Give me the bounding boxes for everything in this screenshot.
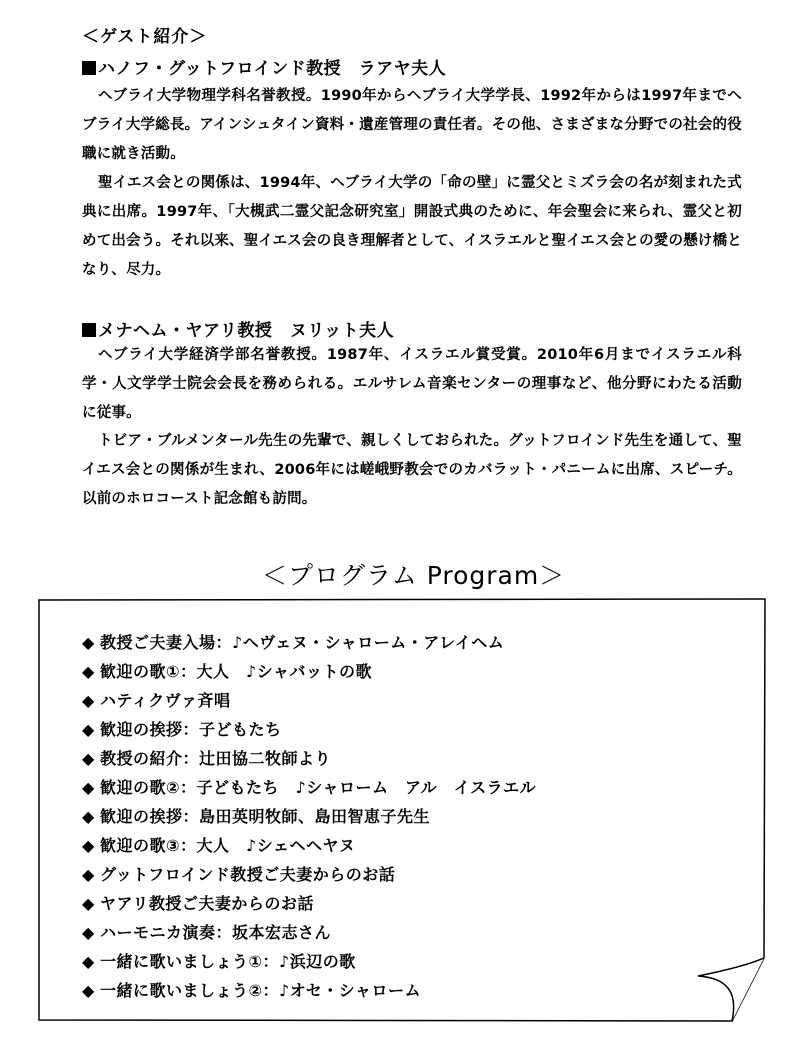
diamond-bullet-icon: ◆ — [82, 691, 95, 710]
guest-section-heading: ＜ゲスト紹介＞ — [82, 27, 208, 47]
program-item: ◆ 歓迎の歌①：大人 ♪シャバットの歌 — [82, 657, 722, 686]
guest1-relation: 聖イエス会との関係は、1994年、ヘブライ大学の「命の壁」に霊父とミズラ会の名が刻まれた式典に出席。1997年、「大槻武二霊父記念研究室」開設式典のために、年会聖会に来られ、霊父と初めて出会う。それ以来、聖イエス会の良き理解者として、イスラエルと聖イエス会との愛の懸け橋となり、尽力。 — [82, 175, 742, 278]
guest2-bio: ヘブライ大学経済学部名誉教授。1987年、イスラエル賞受賞。2010年6月までイスラエル科学・人文学学士院会会長を務められる。エルサレム音楽センターの理事など、他分野にわたる活動に従事。 — [82, 347, 742, 421]
program-item: ◆ 歓迎の挨拶：子どもたち — [82, 715, 722, 744]
program-item: ◆ 一緒に歌いましょう①：♪浜辺の歌 — [82, 947, 722, 976]
guest2-relation: トビア・ブルメンタール先生の先輩で、親しくしておられた。グットフロインド先生を通して、聖イエス会との関係が生まれ、2006年には嵯峨野教会でのカバラット・パニームに出席、スピーチ。以前のホロコースト記念館も訪問。 — [82, 433, 742, 507]
diamond-bullet-icon: ◆ — [82, 894, 95, 913]
program-item: ◆ 歓迎の挨拶：島田英明牧師、島田智恵子先生 — [82, 802, 722, 831]
diamond-bullet-icon: ◆ — [82, 720, 95, 739]
program-list — [82, 628, 722, 1005]
program-item: ◆ 教授の紹介：辻田協二牧師より — [82, 744, 722, 773]
diamond-bullet-icon: ◆ — [82, 662, 95, 681]
program-item: ◆ ハーモニカ演奏：坂本宏志さん — [82, 918, 722, 947]
program-item: ◆ 歓迎の歌③：大人 ♪シェヘヘヤヌ — [82, 831, 722, 860]
guest1-bio: ヘブライ大学物理学科名誉教授。1990年からヘブライ大学学長、1992年からは1997年までヘブライ大学総長。アインシュタイン資料・遺産管理の責任者。その他、さまざまな分野での社会的役職に就き活動。 — [82, 88, 742, 162]
guest2-name: メナヘム・ヤアリ教授 ヌリット夫人 — [98, 321, 395, 341]
diamond-bullet-icon: ◆ — [82, 778, 95, 797]
diamond-bullet-icon: ◆ — [82, 981, 95, 1000]
diamond-bullet-icon: ◆ — [82, 836, 95, 855]
diamond-bullet-icon: ◆ — [82, 807, 95, 826]
diamond-bullet-icon: ◆ — [82, 923, 95, 942]
diamond-bullet-icon: ◆ — [82, 749, 95, 768]
black-square-icon — [82, 61, 96, 75]
black-square-icon — [82, 323, 96, 337]
diamond-bullet-icon: ◆ — [82, 865, 95, 884]
diamond-bullet-icon: ◆ — [82, 952, 95, 971]
guest2-name-line — [82, 316, 394, 341]
guest1-name: ハノフ・グットフロインド教授 ラアヤ夫人 — [98, 59, 447, 79]
program-heading: ＜プログラム Program＞ — [262, 561, 566, 590]
program-item: ◆ グットフロインド教授ご夫妻からのお話 — [82, 860, 722, 889]
diamond-bullet-icon: ◆ — [82, 633, 95, 652]
program-item: ◆ 教授ご夫妻入場：♪ヘヴェヌ・シャローム・アレイヘム — [82, 628, 722, 657]
program-item: ◆ 歓迎の歌②：子どもたち ♪シャローム アル イスラエル — [82, 773, 722, 802]
program-item: ◆ ハティクヴァ斉唱 — [82, 686, 722, 715]
guest1-name-line — [82, 54, 446, 79]
program-item: ◆ ヤアリ教授ご夫妻からのお話 — [82, 889, 722, 918]
program-item: ◆ 一緒に歌いましょう②：♪オセ・シャローム — [82, 976, 722, 1005]
